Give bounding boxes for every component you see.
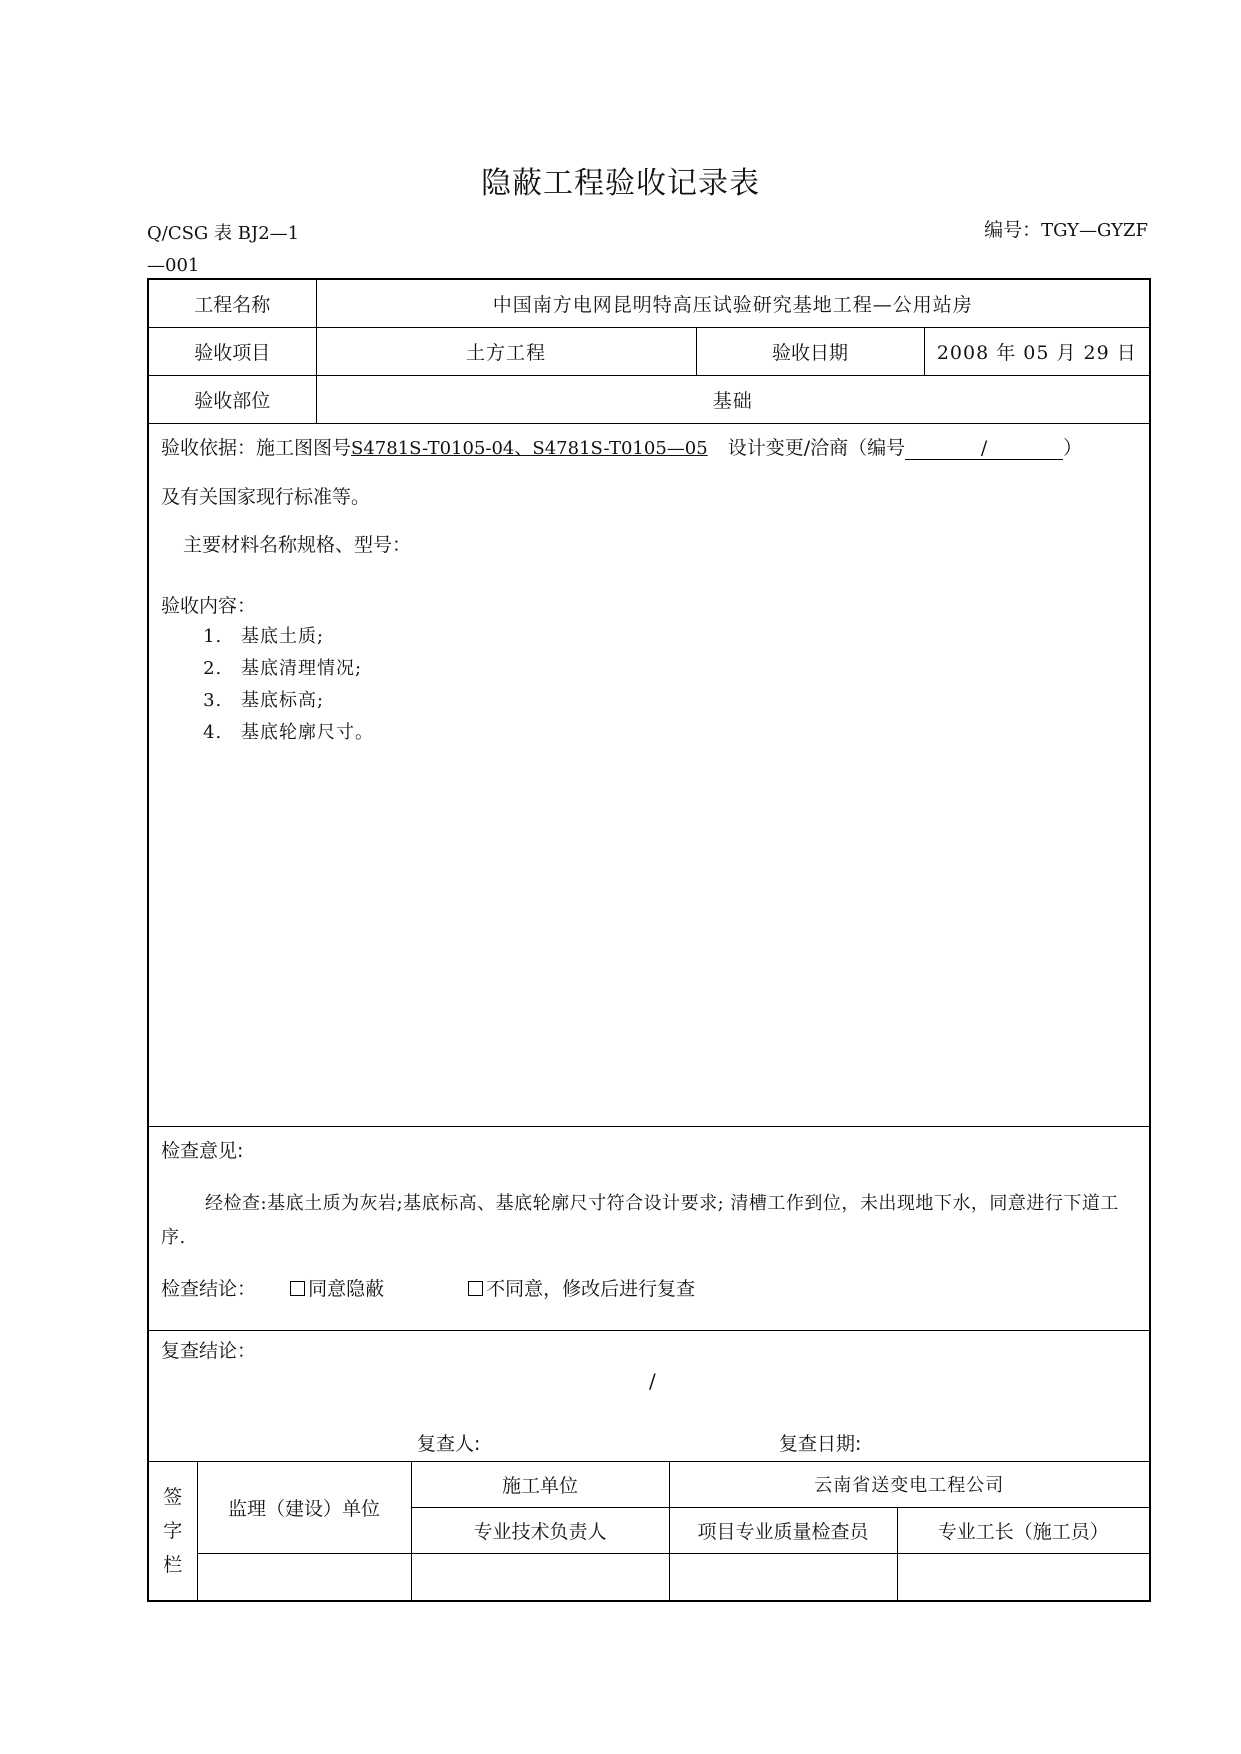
conclusion-label: 检查结论： [161, 1277, 257, 1300]
construction-unit-label: 施工单位 [411, 1462, 669, 1508]
content-list [161, 621, 1137, 749]
project-name-label: 工程名称 [148, 279, 316, 327]
drawing-numbers: S4781S-T0105-04、S4781S-T0105—05 [351, 437, 708, 459]
disagree-checkbox[interactable] [468, 1281, 483, 1296]
acceptance-item-label: 验收项目 [148, 327, 316, 375]
document-number-label: 编号： [984, 219, 1042, 241]
signature-table [149, 1462, 1149, 1600]
acceptance-item-row [148, 327, 1150, 375]
acceptance-item-value: 土方工程 [316, 327, 696, 375]
disagree-option[interactable] [468, 1278, 695, 1300]
document-title: 隐蔽工程验收记录表 [481, 166, 760, 201]
recheck-value: / [649, 1368, 656, 1393]
design-change-close: ） [1063, 436, 1083, 459]
recheck-label: 复查结论： [161, 1339, 257, 1362]
content-item: 3. 基底标高; [229, 685, 1137, 717]
recheck-person-label: 复查人: [417, 1432, 481, 1455]
acceptance-location-label: 验收部位 [148, 375, 316, 423]
acceptance-date-label: 验收日期 [696, 327, 924, 375]
document-number [984, 218, 1148, 243]
basis-line [161, 424, 1137, 473]
acceptance-record-table [147, 278, 1151, 1602]
standard-code: Q/CSG 表 BJ2—1—001 [147, 223, 300, 276]
content-label: 验收内容： [161, 594, 257, 617]
project-name-value: 中国南方电网昆明特高压试验研究基地工程—公用站房 [316, 279, 1150, 327]
foreman-signature-cell[interactable] [897, 1554, 1149, 1600]
supervisor-signature-cell[interactable] [197, 1554, 411, 1600]
tech-lead-label: 专业技术负责人 [411, 1508, 669, 1554]
design-change-value: / [905, 437, 1063, 460]
content-item: 1. 基底土质; [229, 621, 1137, 653]
content-item: 2. 基底清理情况; [229, 653, 1137, 685]
recheck-date-label: 复查日期: [779, 1432, 862, 1455]
opinion-text: 经检查:基底土质为灰岩;基底标高、基底轮廓尺寸符合设计要求; 清槽工作到位，未出现地下水，同意进行下道工序. [161, 1192, 1119, 1248]
agree-option[interactable] [290, 1278, 384, 1300]
basis-prefix: 验收依据：施工图图号 [161, 436, 352, 459]
recheck-row [148, 1330, 1150, 1461]
basis-row [148, 423, 1150, 1126]
recheck-cell [148, 1330, 1150, 1461]
supervisor-unit-label: 监理（建设）单位 [197, 1462, 411, 1554]
conclusion-line [161, 1269, 1137, 1309]
basis-standards: 及有关国家现行标准等。 [161, 485, 371, 508]
tech-lead-signature-cell[interactable] [411, 1554, 669, 1600]
agree-checkbox[interactable] [290, 1281, 305, 1296]
disagree-option-label: 不同意，修改后进行复查 [486, 1277, 696, 1300]
content-item: 4. 基底轮廓尺寸。 [229, 717, 1137, 749]
quality-inspector-signature-cell[interactable] [669, 1554, 897, 1600]
design-change-label: 设计变更/洽商（编号 [727, 436, 906, 459]
construction-unit-value: 云南省送变电工程公司 [669, 1462, 1149, 1508]
acceptance-location-value: 基础 [316, 375, 1150, 423]
acceptance-location-row [148, 375, 1150, 423]
inspection-cell [148, 1126, 1150, 1330]
agree-option-label: 同意隐蔽 [308, 1277, 385, 1300]
quality-inspector-label: 项目专业质量检查员 [669, 1508, 897, 1554]
foreman-label: 专业工长（施工员） [897, 1508, 1149, 1554]
signature-block-row [148, 1461, 1150, 1601]
basis-cell [148, 423, 1150, 1126]
project-name-row [148, 279, 1150, 327]
inspection-row [148, 1126, 1150, 1330]
signature-column-label: 签 字 栏 [149, 1462, 197, 1600]
opinion-label: 检查意见: [161, 1139, 244, 1162]
document-number-value: TGY—GYZF [1041, 220, 1148, 241]
acceptance-date-value: 2008 年 05 月 29 日 [924, 327, 1150, 375]
materials-label: 主要材料名称规格、型号： [183, 533, 412, 556]
